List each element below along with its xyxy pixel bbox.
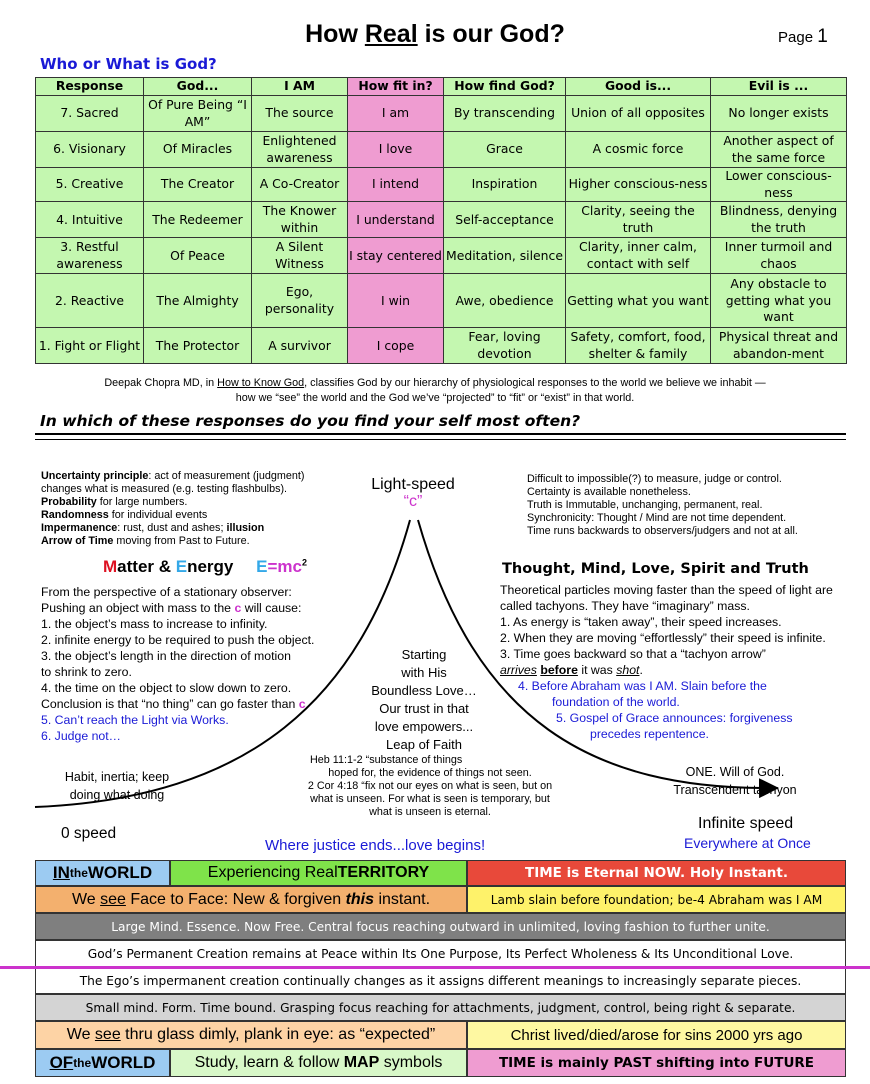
- section-heading: Who or What is God?: [40, 55, 217, 73]
- table-row: [36, 274, 847, 328]
- table-cell: Inner turmoil and chaos: [711, 238, 847, 274]
- table-cell: Fear, loving devotion: [444, 328, 566, 364]
- table-cell: A Silent Witness: [252, 238, 348, 274]
- table-cell: A Co-Creator: [252, 168, 348, 202]
- table-cell: 3. Restful awareness: [36, 238, 144, 274]
- table-cell: I intend: [348, 168, 444, 202]
- table-row: [36, 202, 847, 238]
- citation: Deepak Chopra MD, in How to Know God, classifies God by our hierarchy of physiological responses to the world we believe we inhabit — how we “see” the world and the God we’ve “projected” to “fit” or “exist” in that world.: [104, 377, 766, 404]
- matter-explanation: From the perspective of a stationary observer: Pushing an object with mass to the c will cause: 1. the object’s mass to increase to infinity. 2. infinite energy to be required to push the object. 3. the object’s length in the direction of motion to shrink to zero. 4. the time on the object to slow down to zero. Conclusion is that “no thing” can go faster than c. 5. Can’t reach the Light via Works. 6. Judge not…: [41, 585, 315, 743]
- in-the-world-cell: IN the WORLD: [35, 860, 170, 886]
- page-number: Page 1: [778, 26, 828, 47]
- of-the-world-cell: OF the WORLD: [35, 1049, 170, 1077]
- zero-speed-label: 0 speed: [61, 825, 117, 842]
- table-cell: Physical threat and abandon-ment: [711, 328, 847, 364]
- table-cell: Grace: [444, 132, 566, 168]
- table-cell: A cosmic force: [566, 132, 711, 168]
- table-cell: Of Miracles: [144, 132, 252, 168]
- column-header: Good is...: [566, 78, 711, 96]
- reflection-question: In which of these responses do you find your self most often?: [40, 412, 581, 430]
- table-cell: I am: [348, 96, 444, 132]
- ego-creation-band: The Ego’s impermanent creation continually changes as it assigns different meanings to increasingly separate pieces.: [35, 967, 846, 994]
- table-cell: Ego, personality: [252, 274, 348, 328]
- table-header-row: [36, 78, 847, 96]
- table-row: [36, 96, 847, 132]
- table-cell: Getting what you want: [566, 274, 711, 328]
- table-cell: Enlightened awareness: [252, 132, 348, 168]
- column-header: God...: [144, 78, 252, 96]
- lamb-slain-cell: Lamb slain before foundation; be-4 Abraham was I AM: [467, 886, 846, 913]
- table-cell: Higher conscious-ness: [566, 168, 711, 202]
- table-cell: Lower conscious-ness: [711, 168, 847, 202]
- table-cell: Awe, obedience: [444, 274, 566, 328]
- table-cell: The Knower within: [252, 202, 348, 238]
- table-cell: The Creator: [144, 168, 252, 202]
- table-cell: The Almighty: [144, 274, 252, 328]
- table-row: [36, 132, 847, 168]
- page-title: How Real is our God?: [305, 20, 565, 48]
- real-territory-cell: Experiencing Real TERRITORY: [170, 860, 467, 886]
- divider: [35, 439, 846, 440]
- table-row: [36, 168, 847, 202]
- column-header: I AM: [252, 78, 348, 96]
- everywhere-at-once-label: Everywhere at Once: [684, 835, 811, 851]
- table-cell: I love: [348, 132, 444, 168]
- eternal-now-cell: TIME is Eternal NOW. Holy Instant.: [467, 860, 846, 886]
- small-mind-band: Small mind. Form. Time bound. Grasping focus reaching for attachments, judgment, control, being right & separate.: [35, 994, 846, 1021]
- world-comparison-bands: [35, 860, 846, 1078]
- table-cell: 5. Creative: [36, 168, 144, 202]
- table-cell: Safety, comfort, food, shelter & family: [566, 328, 711, 364]
- column-header: Response: [36, 78, 144, 96]
- face-to-face-cell: We see Face to Face: New & forgiven this instant.: [35, 886, 467, 913]
- certainty-notes: Difficult to impossible(?) to measure, judge or control. Certainty is available nonetheless. Truth is Immutable, unchanging, permanent, real. Synchronicity: Thought / Mind are not time dependent. Time runs backwards to observers/judgers and not at all.: [527, 473, 798, 537]
- glass-dimly-cell: We see thru glass dimly, plank in eye: as “expected”: [35, 1021, 467, 1049]
- table-cell: Any obstacle to getting what you want: [711, 274, 847, 328]
- responses-table: [35, 77, 847, 364]
- table-cell: By transcending: [444, 96, 566, 132]
- large-mind-band: Large Mind. Essence. Now Free. Central focus reaching outward in unlimited, loving fashion to further unite.: [35, 913, 846, 940]
- table-cell: No longer exists: [711, 96, 847, 132]
- table-row: [36, 238, 847, 274]
- table-cell: Meditation, silence: [444, 238, 566, 274]
- tachyon-explanation: Theoretical particles moving faster than the speed of light are called tachyons. They have “imaginary” mass. 1. As energy is “taken away”, their speed increases. 2. When they are moving “effortlessly” their speed is infinite. 3. Time goes backward so that a “tachyon arrow” arrives before it was shot. 4. Before Abraham was I AM. Slain before the foundation of the world. 5. Gospel of Grace announces: forgiveness precedes repentence.: [500, 583, 833, 741]
- table-cell: 7. Sacred: [36, 96, 144, 132]
- infinite-speed-label: Infinite speed: [698, 815, 794, 832]
- table-cell: The source: [252, 96, 348, 132]
- separator-line: [0, 966, 870, 969]
- one-will-label: ONE. Will of God. Transcendent tachyon: [673, 765, 797, 797]
- leap-of-faith-text: Starting with His Boundless Love… Our trust in that love empowers... Leap of Faith: [371, 647, 477, 752]
- table-row: [36, 328, 847, 364]
- table-cell: Clarity, inner calm, contact with self: [566, 238, 711, 274]
- table-cell: 6. Visionary: [36, 132, 144, 168]
- column-header: How find God?: [444, 78, 566, 96]
- uncertainty-notes: Uncertainty principle: act of measurement (judgment) changes what is measured (e.g. testing flashbulbs). Probability for large numbers. Randomness for individual events Impermanence: rust, dust and ashes; illusion Arrow of Time moving from Past to Future.: [41, 470, 305, 547]
- column-header: How fit in?: [348, 78, 444, 96]
- table-cell: Self-acceptance: [444, 202, 566, 238]
- christ-lived-cell: Christ lived/died/arose for sins 2000 yrs ago: [467, 1021, 846, 1049]
- table-cell: Union of all opposites: [566, 96, 711, 132]
- table-cell: Of Pure Being “I AM”: [144, 96, 252, 132]
- justice-love-text: Where justice ends...love begins!: [265, 837, 486, 854]
- habit-label: Habit, inertia; keep doing what doing: [64, 770, 170, 802]
- table-cell: Of Peace: [144, 238, 252, 274]
- column-header: Evil is ...: [711, 78, 847, 96]
- table-cell: Blindness, denying the truth: [711, 202, 847, 238]
- table-cell: I win: [348, 274, 444, 328]
- scripture-references: Heb 11:1-2 “substance of things hoped for, the evidence of things not seen. 2 Cor 4:18 “fix not our eyes on what is seen, but on what is unseen. For what is seen is temporary, but what is unseen is eternal.: [307, 754, 553, 818]
- permanent-creation-band: God’s Permanent Creation remains at Peace within Its One Purpose, Its Perfect Wholeness & Its Unconditional Love.: [35, 940, 846, 967]
- table-cell: 1. Fight or Flight: [36, 328, 144, 364]
- table-cell: I cope: [348, 328, 444, 364]
- table-cell: The Redeemer: [144, 202, 252, 238]
- light-speed-label: Light-speed “c”: [371, 476, 455, 510]
- table-cell: A survivor: [252, 328, 348, 364]
- table-cell: I stay centered: [348, 238, 444, 274]
- table-cell: 2. Reactive: [36, 274, 144, 328]
- thought-mind-heading: Thought, Mind, Love, Spirit and Truth: [502, 561, 809, 577]
- past-future-cell: TIME is mainly PAST shifting into FUTURE: [467, 1049, 846, 1077]
- matter-energy-heading: Matter & Energy $E=mc^2$: [103, 557, 307, 576]
- table-cell: Another aspect of the same force: [711, 132, 847, 168]
- divider: [35, 433, 846, 435]
- table-cell: Inspiration: [444, 168, 566, 202]
- table-cell: 4. Intuitive: [36, 202, 144, 238]
- map-symbols-cell: Study, learn & follow MAP symbols: [170, 1049, 467, 1077]
- table-cell: Clarity, seeing the truth: [566, 202, 711, 238]
- table-cell: The Protector: [144, 328, 252, 364]
- table-cell: I understand: [348, 202, 444, 238]
